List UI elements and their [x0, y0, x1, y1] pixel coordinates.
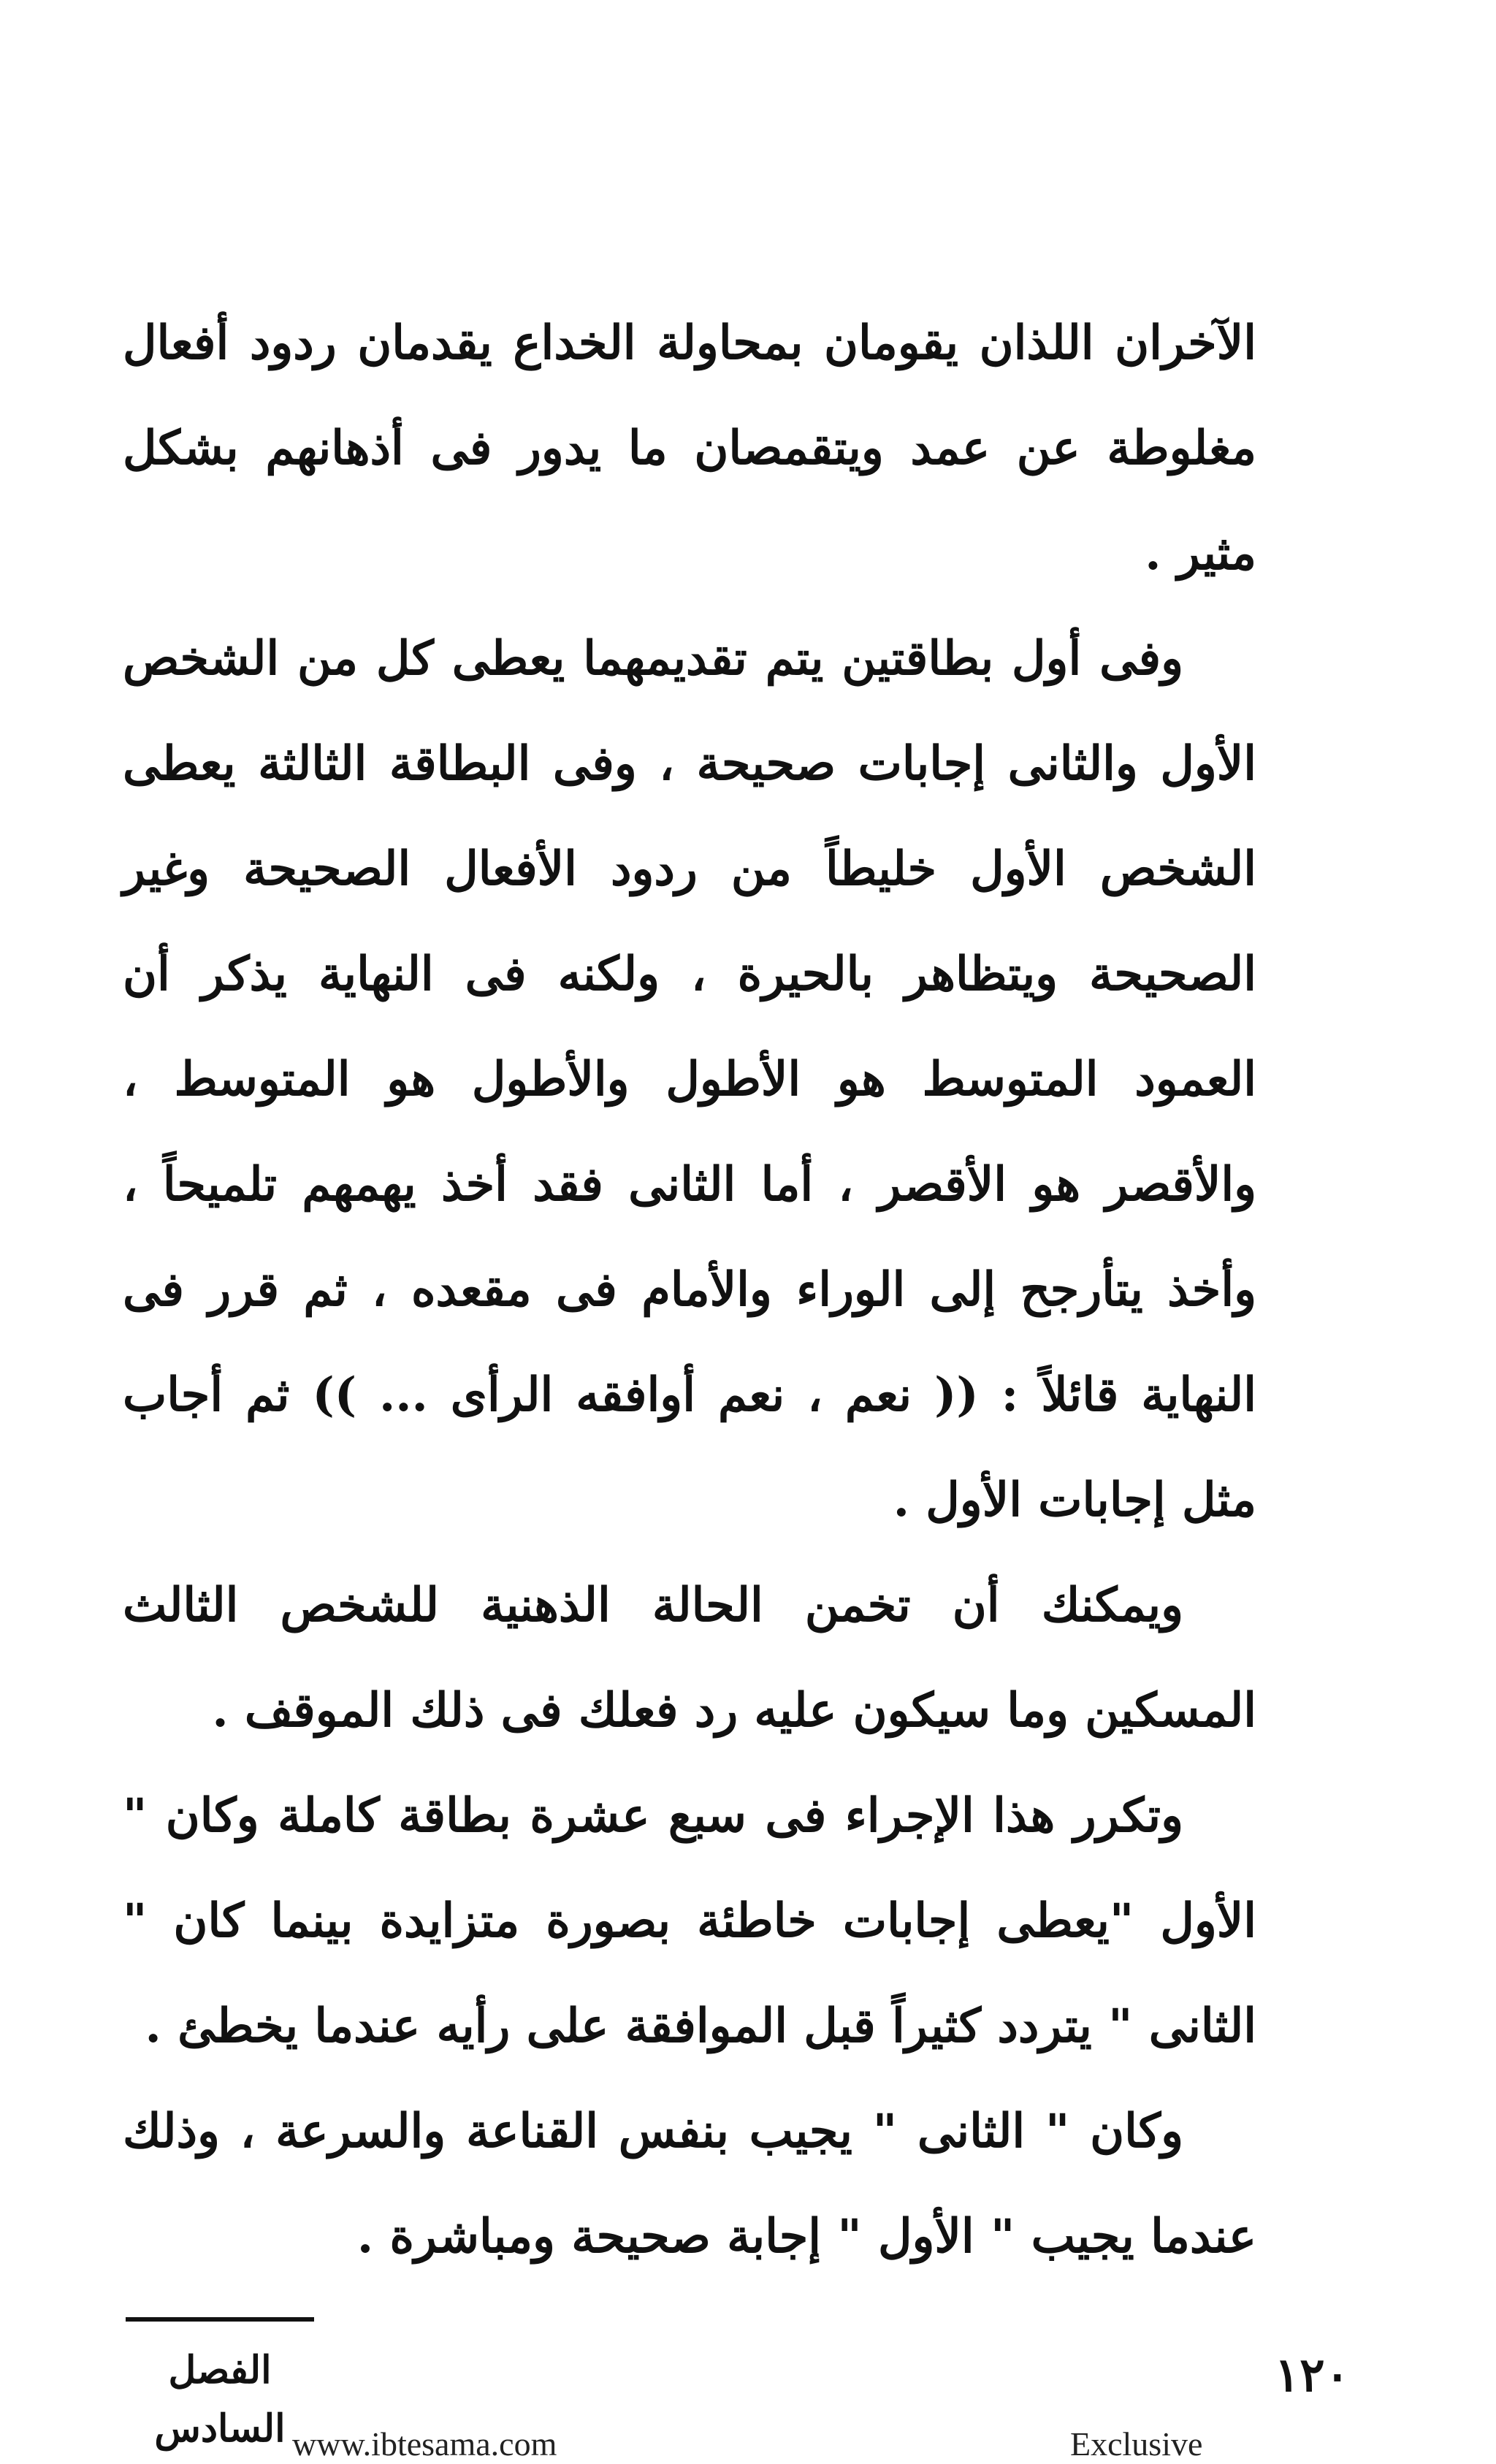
paragraph-2: وفى أول بطاقتين يتم تقديمهما يعطى كل من الشخص الأول والثانى إجابات صحيحة ، وفى البطاقة الثالثة يعطى الشخص الأول خليطاً من ردود الأفعال الصحيحة وغير الصحيحة ويتظاهر بالحيرة ، ولكنه فى النهاية يذكر أن العمود المتوسط هو الأطول والأطول هو المتوسط ، والأقصر هو الأقصر ، أما الثانى فقد أخذ يهمهم تلميحاً ، وأخذ يتأرجح إلى الوراء والأمام فى مقعده ، ثم قرر فى النهاية قائلاً : (( نعم ، نعم أوافقه الرأى ... )) ثم أجاب مثل إجابات الأول .	[123, 631, 1257, 1527]
chapter-label: الفصل السادس	[154, 2348, 286, 2451]
website-watermark: www.ibtesama.com	[292, 2425, 557, 2463]
paragraph-4: وتكرر هذا الإجراء فى سبع عشرة بطاقة كاملة وكان " الأول "يعطى إجابات خاطئة بصورة متزايدة بينما كان " الثانى " يتردد كثيراً قبل الموافقة على رأيه عندما يخطئ .	[123, 1788, 1256, 2053]
footer-rule	[126, 2317, 314, 2322]
body-text	[123, 291, 1256, 2289]
paragraph-3: ويمكنك أن تخمن الحالة الذهنية للشخص الثالث المسكين وما سيكون عليه رد فعلك فى ذلك الموقف .	[123, 1578, 1256, 1738]
paragraph-5: وكان " الثانى " يجيب بنفس القناعة والسرعة ، وذلك عندما يجيب " الأول " إجابة صحيحة ومباشرة .	[123, 2104, 1256, 2264]
paragraph-1: الآخران اللذان يقومان بمحاولة الخداع يقدمان ردود أفعال مغلوطة عن عمد ويتقمصان ما يدور فى أذهانهم بشكل مثير .	[123, 316, 1256, 581]
exclusive-label: Exclusive	[1070, 2425, 1203, 2463]
page-number: ١٢٠	[1274, 2348, 1350, 2403]
